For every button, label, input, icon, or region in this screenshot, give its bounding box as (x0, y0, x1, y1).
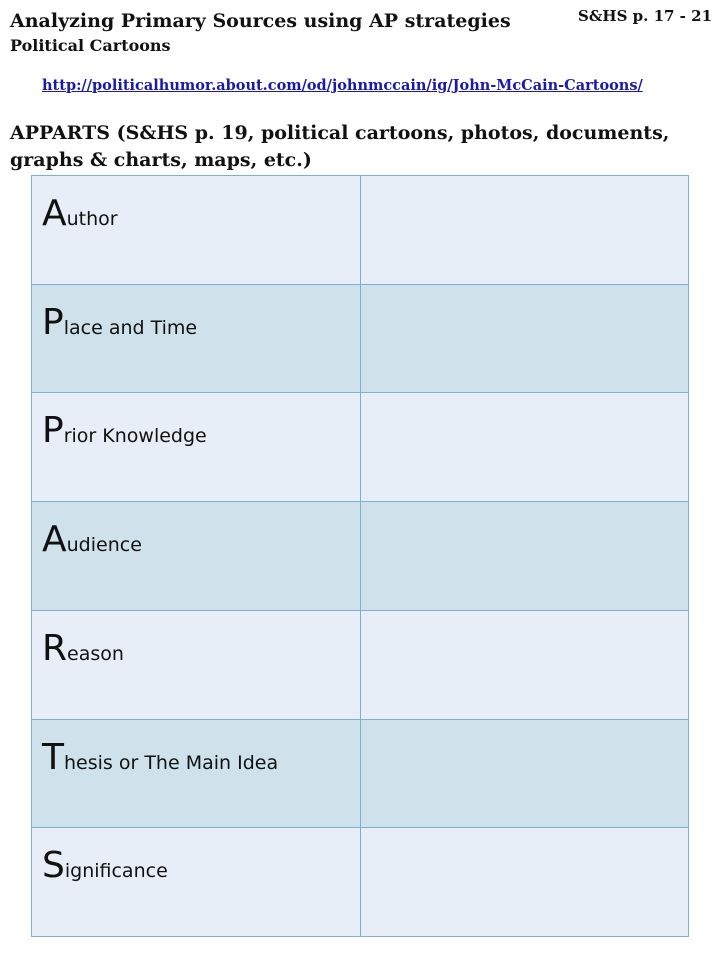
table-row (32, 828, 689, 937)
row-initial: S (42, 845, 65, 887)
cartoons-link[interactable]: http://politicalhumor.about.com/od/johnmccain/ig/John-McCain-Cartoons/ (42, 77, 643, 94)
answer-cell[interactable] (361, 176, 689, 285)
table-row (32, 393, 689, 502)
page-subtitle: Political Cartoons (10, 36, 171, 55)
row-label-text: uthor (66, 208, 118, 230)
table-row (32, 502, 689, 611)
row-label-text: lace and Time (63, 316, 198, 339)
answer-cell[interactable] (361, 502, 689, 611)
row-label (32, 176, 360, 239)
row-label-text: hesis or The Main Idea (64, 751, 279, 774)
answer-cell[interactable] (361, 284, 689, 393)
row-initial: R (42, 627, 68, 669)
row-label-text: eason (67, 642, 124, 665)
label-cell (32, 610, 361, 719)
page-title: Analyzing Primary Sources using AP strategies (10, 10, 511, 32)
label-cell (32, 719, 361, 828)
table-row (32, 719, 689, 828)
answer-cell[interactable] (361, 828, 689, 937)
answer-cell[interactable] (361, 719, 689, 828)
label-cell (32, 176, 361, 285)
label-cell (32, 284, 361, 393)
label-cell (32, 502, 361, 611)
row-label-text: rior Knowledge (63, 425, 207, 448)
row-initial: A (42, 519, 67, 561)
row-initial: P (42, 301, 64, 343)
row-label (32, 502, 360, 565)
row-label (32, 611, 360, 674)
table-row (32, 284, 689, 393)
answer-cell[interactable] (361, 393, 689, 502)
label-cell (32, 828, 361, 937)
row-initial: A (42, 193, 67, 234)
row-label (32, 393, 360, 456)
row-initial: T (42, 736, 64, 778)
table-row (32, 176, 689, 285)
answer-cell[interactable] (361, 610, 689, 719)
row-initial: P (42, 410, 64, 452)
table-row (32, 610, 689, 719)
row-label (32, 720, 360, 783)
apparts-table (31, 175, 689, 937)
apparts-heading: APPARTS (S&HS p. 19, political cartoons, photos, documents, graphs & charts, maps, etc.) (10, 122, 670, 171)
label-cell (32, 393, 361, 502)
page-reference: S&HS p. 17 - 21 (578, 7, 712, 25)
row-label (32, 828, 360, 891)
row-label-text: ignificance (64, 860, 168, 883)
row-label (32, 285, 360, 348)
row-label-text: udience (66, 534, 142, 557)
